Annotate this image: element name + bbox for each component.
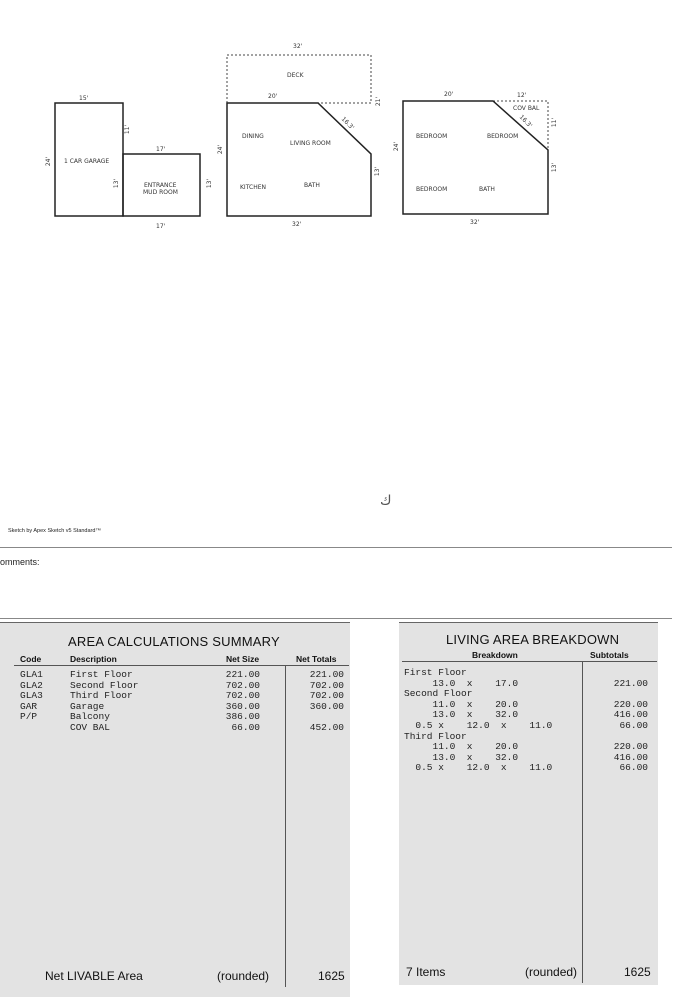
col-header-description: Description (70, 654, 117, 664)
table-row-description: Balcony (70, 711, 110, 723)
divider-top (0, 547, 672, 548)
list-item-calc: 13.0 x 32.0 (404, 709, 519, 721)
dim-garage-right-upper: 11' (124, 124, 132, 135)
area-summary-title: AREA CALCULATIONS SUMMARY (68, 634, 280, 649)
dim-garage-right-lower: 13' (113, 178, 121, 189)
dim-mud-top: 17' (156, 146, 166, 153)
dim-deck-top: 32' (293, 43, 303, 50)
col-header-code: Code (20, 654, 42, 664)
table-row-net-size: 221.00 (225, 669, 260, 680)
divider-bottom (0, 618, 672, 619)
table-row-net-total: 452.00 (309, 722, 344, 733)
table-row-description: First Floor (70, 669, 133, 680)
list-item-label: Third Floor (404, 730, 467, 742)
dim-first-top: 20' (268, 93, 278, 100)
net-livable-rounded: (rounded) (217, 969, 270, 983)
breakdown-rounded: (rounded) (525, 965, 578, 979)
sketch-credit: Sketch by Apex Sketch v5 Standard™ (8, 528, 101, 534)
dim-mud-bottom: 17' (156, 223, 166, 230)
table-row-net-total: 360.00 (309, 700, 344, 712)
list-item-label: Second Floor (404, 688, 473, 700)
room-mud-room: MUD ROOM (143, 189, 178, 196)
table-row-code: GLA1 (20, 669, 43, 680)
list-item-calc: 0.5 x 12.0 x 11.0 (404, 762, 553, 774)
room-deck: DECK (287, 72, 304, 79)
dim-garage-top: 15' (79, 95, 89, 102)
deck-outline (227, 55, 371, 103)
table-row-net-size: 360.00 (225, 700, 260, 712)
dim-second-right: 13' (551, 162, 559, 173)
list-item-calc: 13.0 x 32.0 (404, 751, 519, 763)
room-kitchen: KITCHEN (240, 184, 266, 191)
living-breakdown-title: LIVING AREA BREAKDOWN (446, 632, 620, 647)
list-item-subtotal: 66.00 (619, 720, 648, 731)
room-garage: 1 CAR GARAGE (64, 158, 110, 165)
room-bedroom-2: BEDROOM (487, 133, 519, 140)
list-item-subtotal: 220.00 (613, 741, 648, 753)
table-row-description: COV BAL (70, 722, 110, 733)
table-row-net-total: 702.00 (309, 690, 344, 702)
list-item-calc: 11.0 x 20.0 (404, 741, 519, 753)
list-item-subtotal: 416.00 (613, 751, 648, 763)
list-item-calc: 0.5 x 12.0 x 11.0 (404, 720, 553, 731)
room-first-bath: BATH (304, 182, 320, 189)
dim-deck-right: 21' (375, 96, 383, 107)
net-livable-label: Net LIVABLE Area (45, 969, 143, 983)
col-header-breakdown: Breakdown (472, 650, 518, 660)
room-cov-bal: COV BAL (513, 105, 540, 112)
living-breakdown-col-divider (582, 661, 583, 983)
table-row-code: GLA3 (20, 690, 43, 702)
room-bedroom-1: BEDROOM (416, 133, 448, 140)
list-item-subtotal: 221.00 (613, 677, 648, 689)
table-row-code: GAR (20, 700, 38, 712)
list-item-label: First Floor (404, 667, 467, 678)
col-header-net-totals: Net Totals (296, 654, 337, 664)
comments-label: omments: (0, 557, 40, 567)
table-row-net-size: 702.00 (225, 690, 260, 702)
list-item-subtotal: 66.00 (619, 762, 648, 774)
list-item-calc: 13.0 x 17.0 (404, 677, 519, 689)
col-header-subtotals: Subtotals (590, 650, 629, 660)
dim-mud-right: 13' (206, 178, 214, 189)
table-row-code: P/P (20, 711, 38, 723)
area-summary-panel (0, 622, 350, 997)
room-entrance: ENTRANCE (144, 182, 177, 189)
col-header-net-size: Net Size (226, 654, 260, 664)
table-row-code: GLA2 (20, 679, 43, 691)
breakdown-total-value: 1625 (624, 965, 651, 979)
room-bedroom-3: BEDROOM (416, 186, 448, 193)
dim-bal-right: 11' (551, 117, 559, 128)
area-summary-header-rule (14, 665, 349, 666)
breakdown-items-count: 7 Items (406, 965, 446, 979)
dim-second-top: 20' (444, 91, 454, 98)
table-row-net-size: 386.00 (225, 711, 260, 723)
table-row-net-total: 221.00 (309, 669, 344, 680)
net-livable-value: 1625 (318, 969, 345, 983)
table-row-net-size: 702.00 (225, 679, 260, 691)
list-item-calc: 11.0 x 20.0 (404, 698, 519, 710)
table-row-net-total: 702.00 (309, 679, 344, 691)
table-row-net-size: 66.00 (231, 722, 260, 733)
room-dining: DINING (242, 133, 264, 140)
room-living: LIVING ROOM (290, 140, 331, 147)
table-row-description: Garage (70, 700, 105, 712)
dim-first-right: 13' (374, 166, 382, 177)
living-breakdown-header-rule (402, 661, 657, 662)
table-row-description: Second Floor (70, 679, 139, 691)
dim-garage-left: 24' (45, 156, 53, 167)
list-item-subtotal: 416.00 (613, 709, 648, 721)
list-item-subtotal: 220.00 (613, 698, 648, 710)
room-second-bath: BATH (479, 186, 495, 193)
dim-second-bottom: 32' (470, 219, 480, 226)
dim-first-left: 24' (217, 144, 225, 155)
dim-second-diag: 16.3' (517, 113, 534, 130)
dim-first-diag: 16.3' (339, 115, 356, 132)
dim-bal-top: 12' (517, 92, 527, 99)
dim-second-left: 24' (393, 141, 401, 152)
pen-mark: ك (380, 493, 392, 509)
area-summary-col-divider (285, 665, 286, 987)
table-row-description: Third Floor (70, 690, 133, 702)
dim-first-bottom: 32' (292, 221, 302, 228)
